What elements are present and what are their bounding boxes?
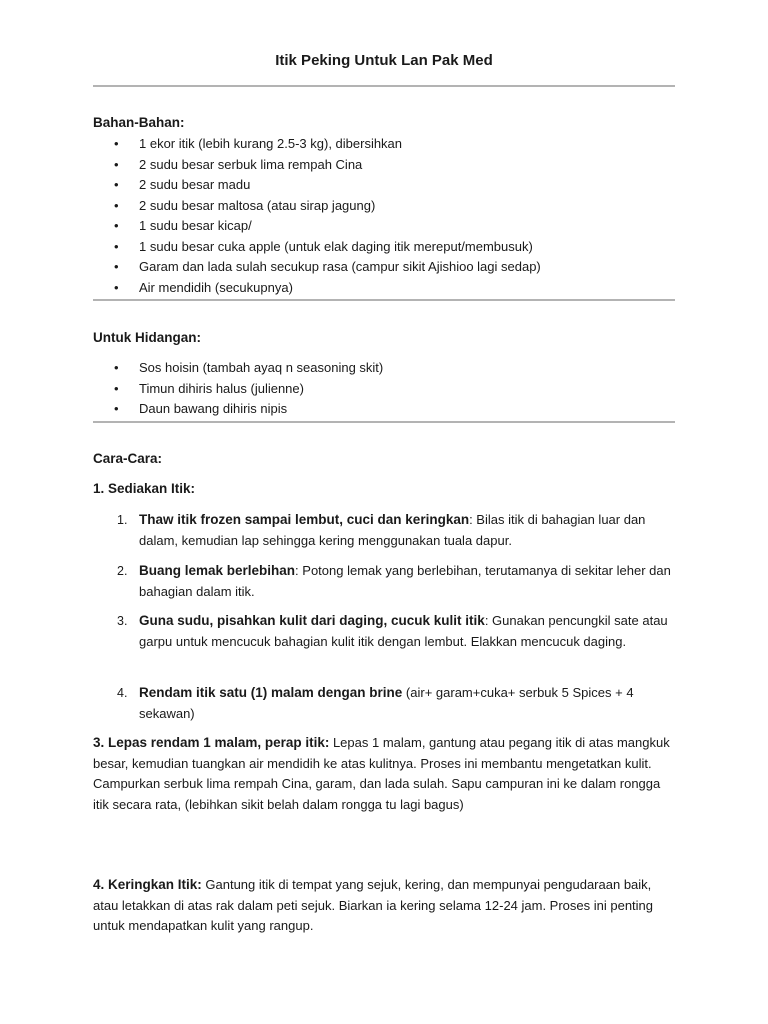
section-3-text: Lepas 1 malam, gantung atau pegang itik di atas mangkuk besar, kemudian tuangkan air mendidih ke atas kulitnya. Proses ini membantu mengetatkan kulit. Campurkan serbuk lima rempah Cina, garam, dan lada sulah. Sapu campuran ini ke dalam rongga itik secara rata, (lebihkan sikit belah dalam rongga tu lagi bagus) bbox=[93, 735, 670, 812]
list-item: • 1 sudu besar cuka apple (untuk elak daging itik mereput/membusuk) bbox=[93, 237, 541, 258]
hidangan-list bbox=[93, 358, 383, 420]
list-item: • 2 sudu besar maltosa (atau sirap jagung) bbox=[93, 196, 541, 217]
divider-top bbox=[93, 85, 675, 87]
step-1 bbox=[93, 510, 675, 551]
step-number: 2. bbox=[117, 564, 128, 578]
step-4 bbox=[93, 683, 675, 724]
step-title: Thaw itik frozen sampai lembut, cuci dan keringkan bbox=[139, 512, 470, 527]
document-title: Itik Peking Untuk Lan Pak Med bbox=[275, 52, 493, 69]
list-item: • Air mendidih (secukupnya) bbox=[93, 278, 541, 299]
step-text: : Bilas itik di bahagian luar dan dalam, kemudian lap sehingga kering menggunakan tuala dapur. bbox=[139, 512, 646, 548]
list-item: • 1 ekor itik (lebih kurang 2.5-3 kg), dibersihkan bbox=[93, 134, 541, 155]
section-4-paragraph bbox=[93, 875, 675, 937]
list-item: • Daun bawang dihiris nipis bbox=[93, 399, 383, 420]
list-item: • 2 sudu besar serbuk lima rempah Cina bbox=[93, 155, 541, 176]
section-1-heading: 1. Sediakan Itik: bbox=[93, 481, 196, 496]
step-number: 1. bbox=[117, 513, 128, 527]
section-4-heading: 4. Keringkan Itik: bbox=[93, 877, 202, 892]
section-3-paragraph bbox=[93, 733, 675, 815]
step-title: Guna sudu, pisahkan kulit dari daging, cucuk kulit itik bbox=[139, 613, 485, 628]
step-number: 4. bbox=[117, 686, 128, 700]
step-2 bbox=[93, 561, 675, 602]
list-item: • Garam dan lada sulah secukup rasa (campur sikit Ajishioo lagi sedap) bbox=[93, 257, 541, 278]
step-text: (air+ garam+cuka+ serbuk 5 Spices + 4 sekawan) bbox=[139, 685, 634, 721]
step-title: Rendam itik satu (1) malam dengan brine bbox=[139, 685, 403, 700]
section-4-text: Gantung itik di tempat yang sejuk, kering, dan mempunyai pengudaraan baik, atau letakkan di atas rak dalam peti sejuk. Biarkan ia kering selama 12-24 jam. Proses ini penting untuk mendapatkan kulit yang rangup. bbox=[93, 877, 654, 933]
list-item: • 2 sudu besar madu bbox=[93, 175, 541, 196]
divider-hidangan bbox=[93, 421, 675, 423]
section-3-heading: 3. Lepas rendam 1 malam, perap itik: bbox=[93, 735, 330, 750]
step-text: : Gunakan pencungkil sate atau garpu untuk mencucuk bahagian kulit itik dengan lembut. Elakkan mencucuk daging. bbox=[139, 613, 668, 649]
cara-heading: Cara-Cara: bbox=[93, 451, 163, 466]
step-3 bbox=[93, 611, 675, 652]
hidangan-heading: Untuk Hidangan: bbox=[93, 330, 201, 345]
list-item: • 1 sudu besar kicap/ bbox=[93, 216, 541, 237]
list-item: • Timun dihiris halus (julienne) bbox=[93, 379, 383, 400]
bahan-heading: Bahan-Bahan: bbox=[93, 115, 185, 130]
step-text: : Potong lemak yang berlebihan, terutamanya di sekitar leher dan bahagian dalam itik. bbox=[139, 563, 671, 599]
list-item: • Sos hoisin (tambah ayaq n seasoning skit) bbox=[93, 358, 383, 379]
divider-bahan bbox=[93, 299, 675, 301]
bahan-list bbox=[93, 134, 541, 298]
step-title: Buang lemak berlebihan bbox=[139, 563, 296, 578]
step-number: 3. bbox=[117, 614, 128, 628]
